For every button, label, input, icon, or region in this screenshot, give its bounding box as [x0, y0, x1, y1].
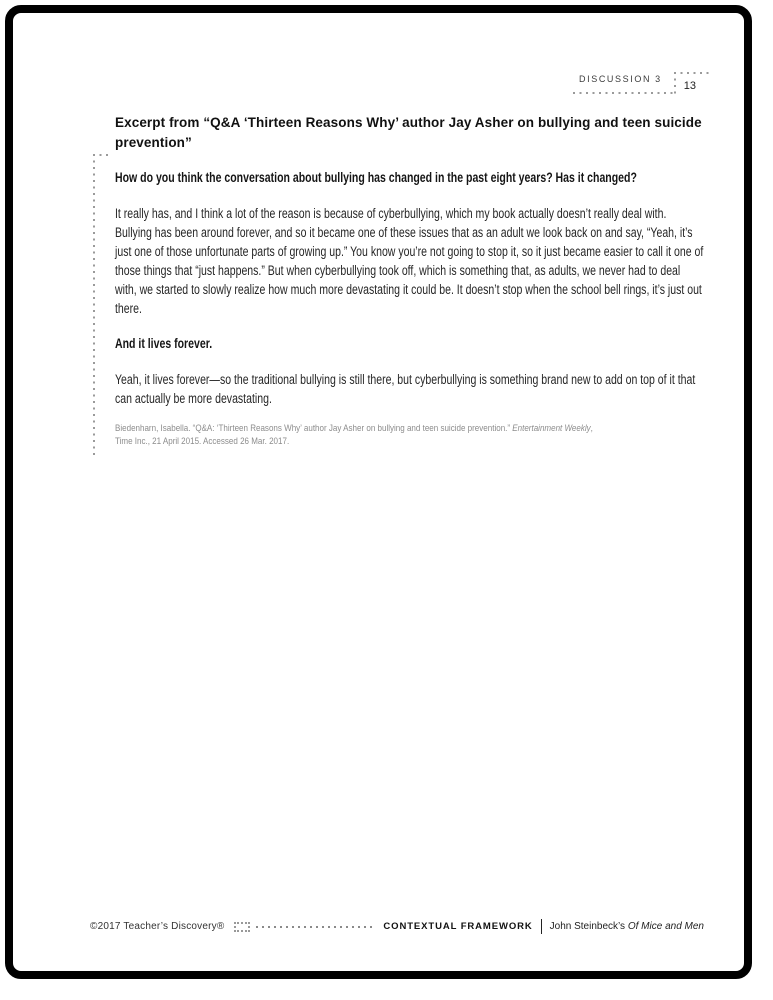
citation-text: Biedenharn, Isabella. “Q&A: ‘Thirteen Reasons Why’ author Jay Asher on bullying and teen suicide prevention.” — [115, 423, 513, 434]
citation-line2: Time Inc., 21 April 2015. Accessed 26 Mar. 2017. — [115, 436, 290, 447]
discussion-label: DISCUSSION 3 — [573, 72, 674, 94]
source-citation — [115, 422, 707, 448]
page-frame — [5, 5, 752, 979]
document-page — [13, 13, 744, 971]
interview-question-1: How do you think the conversation about bullying has changed in the past eight years? Has it changed? — [115, 170, 637, 185]
page-footer — [90, 919, 704, 934]
footer-section-label: CONTEXTUAL FRAMEWORK — [383, 921, 533, 932]
copyright-notice: ©2017 Teacher’s Discovery® — [90, 921, 225, 932]
citation-source-title: Entertainment Weekly — [512, 423, 591, 434]
citation-comma: , — [590, 423, 593, 434]
book-author-prefix: John Steinbeck’s — [549, 921, 628, 932]
dotted-box-ornament — [234, 922, 250, 932]
interview-answer-1: It really has, and I think a lot of the reason is because of cyberbullying, which my book actually doesn’t really deal with. Bullying has been around forever, and so it became one of these issues that as an adult we look back on and say, “Yeah, it’s just one of those unfortunate parts of growing up.” You know you’re not going to stop it, so it just became easier to call it one of those things that “just happens.” But when cyberbullying took off, which is something that, as adults, we never had to deal with, we started to slowly realize how much more devastating it could be. It doesn’t stop when the school bell rings, it’s just out there. — [115, 206, 704, 316]
footer-divider — [541, 919, 542, 934]
excerpt-title: Excerpt from “Q&A ‘Thirteen Reasons Why’ author Jay Asher on bullying and teen suicide prevention” — [115, 115, 702, 150]
page-header — [573, 72, 712, 94]
page-number: 13 — [674, 72, 712, 94]
excerpt-block — [93, 154, 707, 456]
dotted-leader-line — [256, 926, 373, 928]
book-title: Of Mice and Men — [627, 921, 704, 932]
interview-question-2: And it lives forever. — [115, 336, 213, 351]
book-reference — [550, 921, 704, 932]
interview-answer-2: Yeah, it lives forever—so the traditional bullying is still there, but cyberbullying is something brand new to add on top of it that can actually be more devastating. — [115, 372, 696, 406]
